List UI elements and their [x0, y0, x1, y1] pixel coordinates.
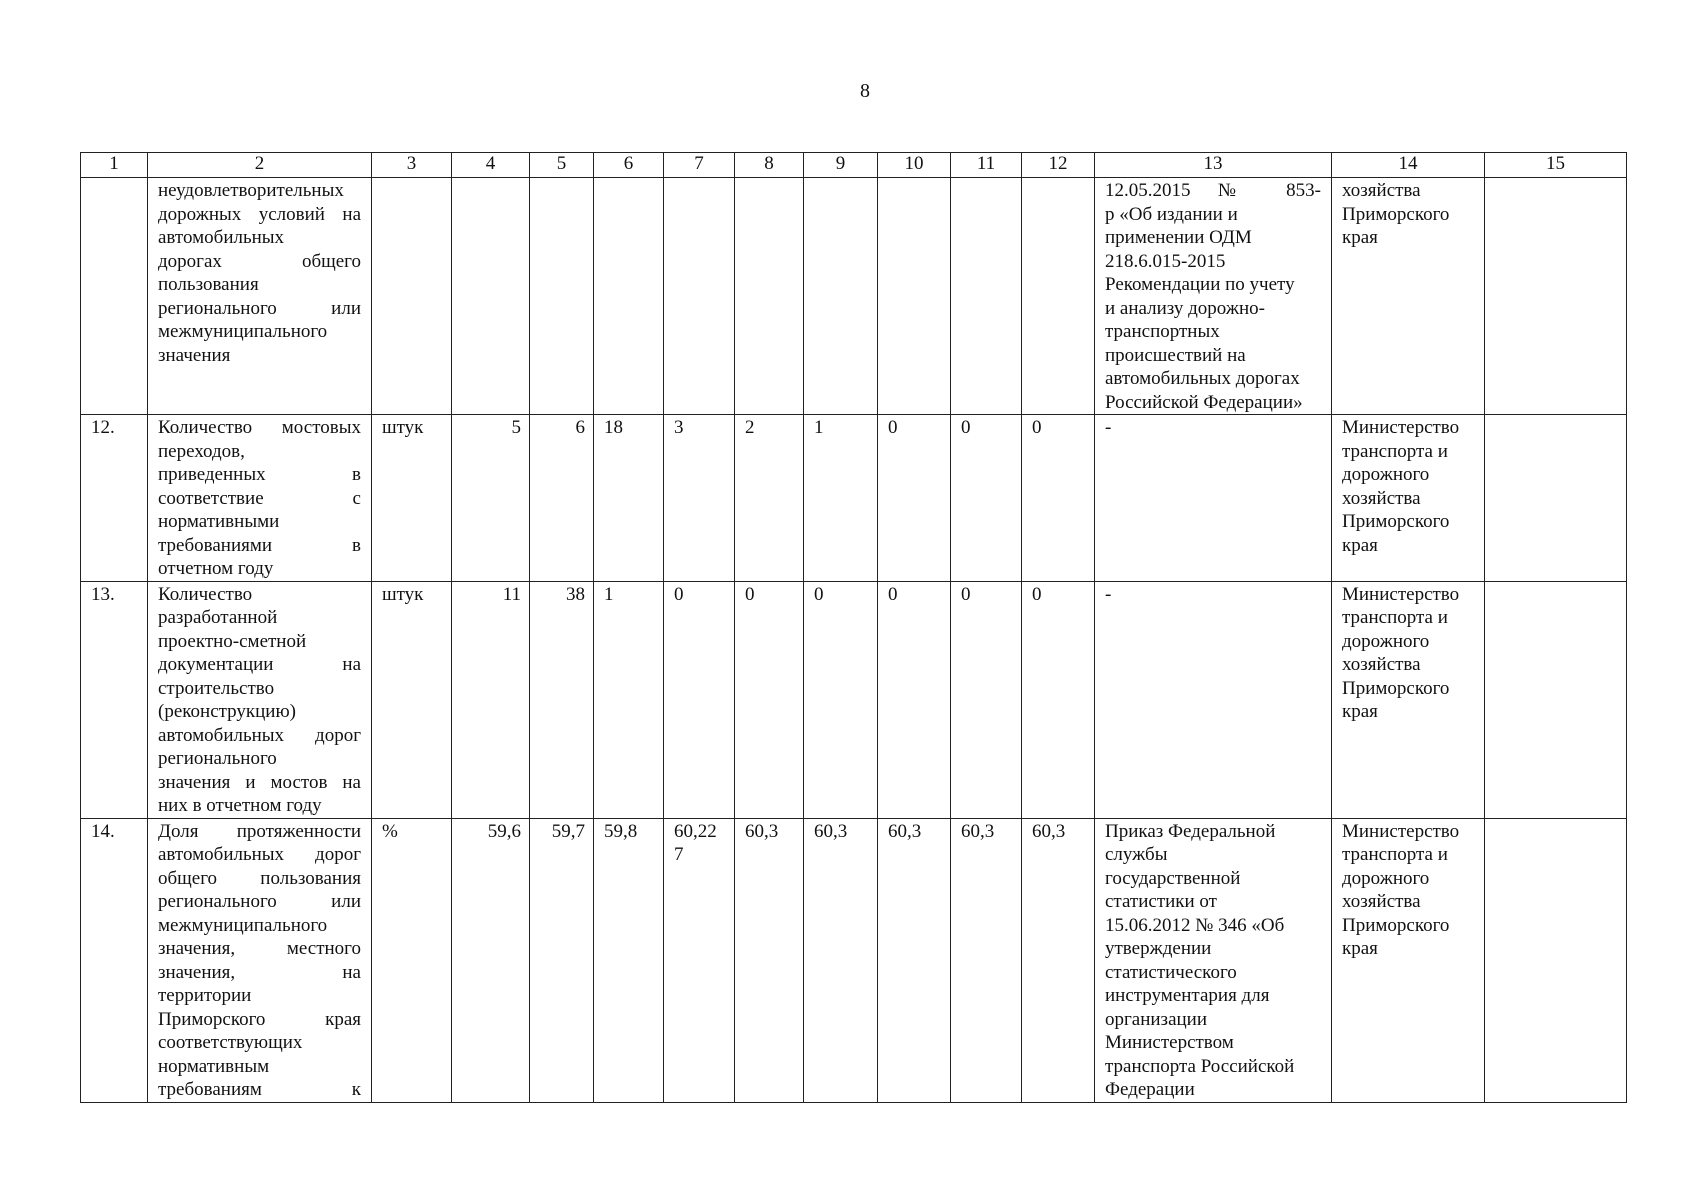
responsible-cell: Министерство транспорта и дорожного хозяйства Приморского края — [1332, 581, 1485, 818]
value-cell: 0 — [951, 415, 1022, 582]
column-15-cell — [1485, 178, 1627, 415]
value-cell: 38 — [530, 581, 594, 818]
row-number-cell: 14. — [81, 818, 148, 1102]
indicator-name-line: Количество — [158, 583, 253, 605]
value-cell: 3 — [664, 415, 735, 582]
value-cell: 0 — [664, 581, 735, 818]
table-row — [81, 178, 1627, 415]
column-header: 14 — [1332, 153, 1485, 178]
column-header: 9 — [804, 153, 878, 178]
table-row — [81, 581, 1627, 818]
legal-basis-line: утверждении — [1105, 938, 1212, 959]
column-header: 2 — [148, 153, 372, 178]
legal-basis-cell — [1095, 415, 1332, 582]
indicator-name-line: Доля протяженности — [158, 820, 361, 842]
legal-basis-line: Федерации — [1105, 1079, 1195, 1100]
value-cell: 59,6 — [452, 818, 530, 1102]
indicator-name-line: пользования — [158, 274, 259, 295]
responsible-cell: Министерство транспорта и дорожного хозяйства Приморского края — [1332, 415, 1485, 582]
indicator-name-line: переходов, — [158, 440, 245, 462]
legal-basis-line: - — [1105, 417, 1112, 438]
value-cell: 1 — [594, 581, 664, 818]
unit-cell: штук — [372, 581, 452, 818]
value-cell: 60,3 — [804, 818, 878, 1102]
value-cell: 60,3 — [735, 818, 804, 1102]
indicator-name-line: нормативным — [158, 1055, 270, 1077]
legal-basis-line: организации — [1105, 1008, 1208, 1030]
legal-basis-line: статистики от — [1105, 891, 1217, 912]
indicator-name-line: требованиям к — [158, 1079, 361, 1100]
value-cell: 2 — [735, 415, 804, 582]
legal-basis-line: и анализу дорожно- — [1105, 297, 1265, 319]
legal-basis-cell — [1095, 581, 1332, 818]
indicator-name-line: соответствующих — [158, 1032, 303, 1053]
value-cell: 0 — [951, 581, 1022, 818]
value-cell — [530, 178, 594, 415]
responsible-cell: хозяйства Приморского края — [1332, 178, 1485, 415]
value-cell: 11 — [452, 581, 530, 818]
indicator-name-line: общего пользования — [158, 867, 361, 889]
value-cell: 60,3 — [1022, 818, 1095, 1102]
legal-basis-line: Министерством — [1105, 1032, 1234, 1053]
indicator-name-line: требованиями в — [158, 534, 361, 556]
column-header: 10 — [878, 153, 951, 178]
legal-basis-line: Рекомендации по учету — [1105, 274, 1295, 295]
page-number: 8 — [860, 80, 870, 102]
row-number-cell: 12. — [81, 415, 148, 582]
legal-basis-cell — [1095, 178, 1332, 415]
indicator-name-cell — [148, 178, 372, 415]
legal-basis-line: 218.6.015-2015 — [1105, 250, 1226, 272]
indicator-name-line: документации на — [158, 654, 361, 675]
value-cell: 6 — [530, 415, 594, 582]
column-15-cell — [1485, 581, 1627, 818]
value-cell — [1022, 178, 1095, 415]
indicator-name-line: автомобильных дорог — [158, 844, 361, 865]
value-cell: 1 — [804, 415, 878, 582]
legal-basis-line: - — [1105, 583, 1112, 605]
indicator-name-line: приведенных в — [158, 464, 361, 485]
indicator-name-line: регионального или — [158, 891, 361, 912]
legal-basis-line: 12.05.2015 № 853- — [1105, 180, 1321, 201]
unit-cell: % — [372, 818, 452, 1102]
legal-basis-line: инструментария для — [1105, 985, 1270, 1006]
table-row — [81, 415, 1627, 582]
value-cell: 0 — [1022, 581, 1095, 818]
indicator-name-line: строительство — [158, 677, 275, 699]
value-cell — [735, 178, 804, 415]
legal-basis-line: транспорта Российской — [1105, 1055, 1295, 1077]
legal-basis-line: Российской Федерации» — [1105, 391, 1303, 413]
row-number-cell: 13. — [81, 581, 148, 818]
value-cell: 60,3 — [951, 818, 1022, 1102]
indicator-name-line: дорогах общего — [158, 250, 361, 272]
column-header: 15 — [1485, 153, 1627, 178]
column-header: 8 — [735, 153, 804, 178]
table-header-row — [81, 153, 1627, 178]
value-cell: 0 — [1022, 415, 1095, 582]
legal-basis-line: государственной — [1105, 867, 1241, 889]
indicator-name-line: автомобильных дорог — [158, 724, 361, 746]
value-cell: 0 — [804, 581, 878, 818]
indicator-name-line: отчетном году — [158, 558, 274, 579]
indicator-name-line: нормативными — [158, 511, 280, 532]
value-cell — [951, 178, 1022, 415]
value-cell: 18 — [594, 415, 664, 582]
value-cell — [452, 178, 530, 415]
indicator-name-line: них в отчетном году — [158, 795, 322, 816]
column-header: 1 — [81, 153, 148, 178]
row-number-cell — [81, 178, 148, 415]
legal-basis-line: автомобильных дорогах — [1105, 368, 1300, 389]
legal-basis-line: происшествий на — [1105, 344, 1246, 366]
indicator-name-line: межмуниципального — [158, 914, 328, 936]
column-header: 4 — [452, 153, 530, 178]
value-cell — [804, 178, 878, 415]
indicator-name-cell — [148, 415, 372, 582]
indicator-name-line: межмуниципального — [158, 321, 328, 342]
column-15-cell — [1485, 415, 1627, 582]
legal-basis-line: применении ОДМ — [1105, 227, 1252, 248]
value-cell: 5 — [452, 415, 530, 582]
value-cell: 60,227 — [664, 818, 735, 1102]
column-header: 13 — [1095, 153, 1332, 178]
unit-cell — [372, 178, 452, 415]
indicator-name-line: регионального — [158, 748, 277, 769]
column-15-cell — [1485, 818, 1627, 1102]
column-header: 7 — [664, 153, 735, 178]
indicator-name-line: Приморского края — [158, 1008, 361, 1030]
unit-cell: штук — [372, 415, 452, 582]
indicator-name-line: значения, на — [158, 961, 361, 983]
column-header: 11 — [951, 153, 1022, 178]
indicator-name-line: значения и мостов на — [158, 771, 361, 793]
column-header: 12 — [1022, 153, 1095, 178]
legal-basis-line: транспортных — [1105, 321, 1220, 342]
legal-basis-line: Приказ Федеральной — [1105, 820, 1276, 842]
value-cell: 60,3 — [878, 818, 951, 1102]
indicator-name-line: проектно-сметной — [158, 630, 307, 652]
indicator-name-line: значения, местного — [158, 938, 361, 959]
legal-basis-line: 15.06.2012 № 346 «Об — [1105, 914, 1285, 936]
responsible-cell: Министерство транспорта и дорожного хозяйства Приморского края — [1332, 818, 1485, 1102]
column-header: 6 — [594, 153, 664, 178]
value-cell: 0 — [878, 581, 951, 818]
indicator-name-line: (реконструкцию) — [158, 701, 297, 722]
value-cell — [594, 178, 664, 415]
indicator-name-line: неудовлетворительных — [158, 180, 344, 201]
indicator-name-line: Количество мостовых — [158, 417, 361, 438]
indicator-name-line: регионального или — [158, 297, 361, 319]
indicator-name-cell — [148, 581, 372, 818]
data-table — [80, 152, 1627, 1103]
legal-basis-cell — [1095, 818, 1332, 1102]
indicator-name-line: территории — [158, 985, 252, 1006]
indicator-name-line: разработанной — [158, 607, 278, 628]
legal-basis-line: статистического — [1105, 961, 1237, 983]
indicator-name-cell — [148, 818, 372, 1102]
column-header: 5 — [530, 153, 594, 178]
table-row — [81, 818, 1627, 1102]
value-cell: 59,7 — [530, 818, 594, 1102]
indicator-name-line: дорожных условий на — [158, 203, 361, 225]
value-cell — [664, 178, 735, 415]
column-header: 3 — [372, 153, 452, 178]
legal-basis-line: р «Об издании и — [1105, 203, 1238, 225]
value-cell: 0 — [735, 581, 804, 818]
indicator-name-line: автомобильных — [158, 227, 285, 248]
value-cell: 0 — [878, 415, 951, 582]
indicator-name-line: соответствие с — [158, 487, 361, 509]
indicator-name-line: значения — [158, 344, 231, 366]
value-cell: 59,8 — [594, 818, 664, 1102]
value-cell — [878, 178, 951, 415]
legal-basis-line: службы — [1105, 844, 1168, 865]
